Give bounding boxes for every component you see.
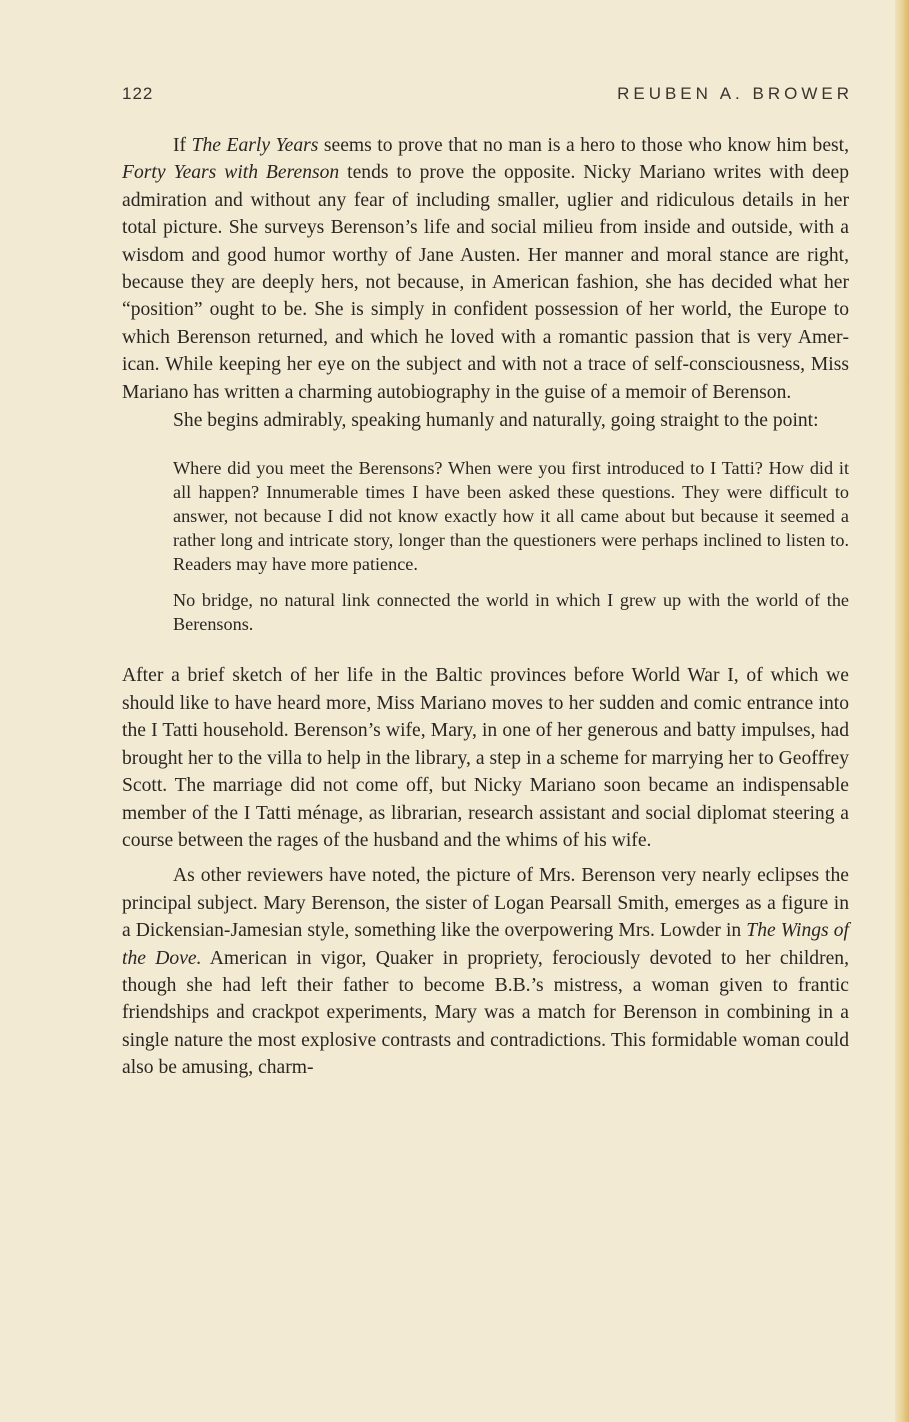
paragraph-2: She begins admirably, speaking humanly and naturally, going straight to the point: [173, 410, 819, 432]
page-header [122, 84, 853, 110]
paragraph-1-text-b: seems to prove that no man is a hero to those who know him best, [318, 135, 850, 156]
quote-paragraph-2: No bridge, no natural link connected the world in which I grew up with the world of the Berensons. [173, 590, 849, 635]
paragraph-4-text-b: American in vigor, Quaker in propriety, ferociously devoted to her children, though she had left their father to become B.B.’s mistress, a woman given to frantic friendships and crackpot experiments, Mary was a match for Berenson in combining in a single nature the most explosive contrasts and contradictions. This formidable woman could also be amusing, charm- [122, 947, 849, 1079]
paragraph-4-text-a: As other reviewers have noted, the picture of Mrs. Berenson very nearly eclipses the principal subject. Mary Berenson, the sister of Logan Pearsall Smith, emerges as a figure in a Dickensian-Jamesian style, something like the overpowering Mrs. Lowder in [122, 865, 849, 942]
block-quote [173, 456, 849, 636]
page-number: 122 [122, 84, 154, 103]
paragraph-1 [122, 132, 849, 406]
quote-paragraph-1: Where did you meet the Berensons? When were you first introduced to I Tatti? How did it all happen? Innumerable times I have been asked these questions. They were difficult to answer, not because I did not know exactly how it all came about but because it seemed a rather long and intricate story, longer than the questioners were perhaps inclined to listen to. Readers may have more patience. [173, 458, 849, 575]
book-title-early-years: The Early Years [191, 135, 319, 156]
body-text [122, 132, 849, 1082]
paragraph-1-text-c: tends to prove the opposite. Nicky Mariano writes with deep admiration and without any fear of including smaller, uglier and ridiculous details in her total picture. She surveys Berenson’s life and social milieu from inside and outside, with a wisdom and good humor worthy of Jane Austen. Her manner and moral stance are right, because they are deeply hers, not because, in American fashion, she has decided what her “position” ought to be. She is simply in confident possession of her world, the Europe to which Berenson returned, and which he loved with a romantic passion that is very American. While keeping her eye on the subject and with not a trace of self-consciousness, Miss Mariano has written a charming autobiography in the guise of a memoir of Berenson. [122, 162, 849, 403]
book-title-forty-years: Forty Years with Berenson [122, 162, 340, 184]
paragraph-4 [122, 862, 849, 1081]
paragraph-3: After a brief sketch of her life in the Baltic provinces before World War I, of which we should like to have heard more, Miss Mariano moves to her sudden and comic entrance into the I Tatti household. Berenson’s wife, Mary, in one of her generous and batty impulses, had brought her to the villa to help in the library, a step in a scheme for marrying her to Geoffrey Scott. The marriage did not come off, but Nicky Mariano soon became an indispensable member of the I Tatti ménage, as librarian, research assistant and social diplomat steering a course between the rages of the husband and the whims of his wife. [122, 665, 849, 851]
book-title-wings-of-the-dove: The Wings of the Dove. [122, 920, 849, 969]
page-edge [895, 0, 909, 1422]
running-head: REUBEN A. BROWER [617, 84, 853, 103]
paragraph-1-text-a: If [173, 135, 192, 156]
